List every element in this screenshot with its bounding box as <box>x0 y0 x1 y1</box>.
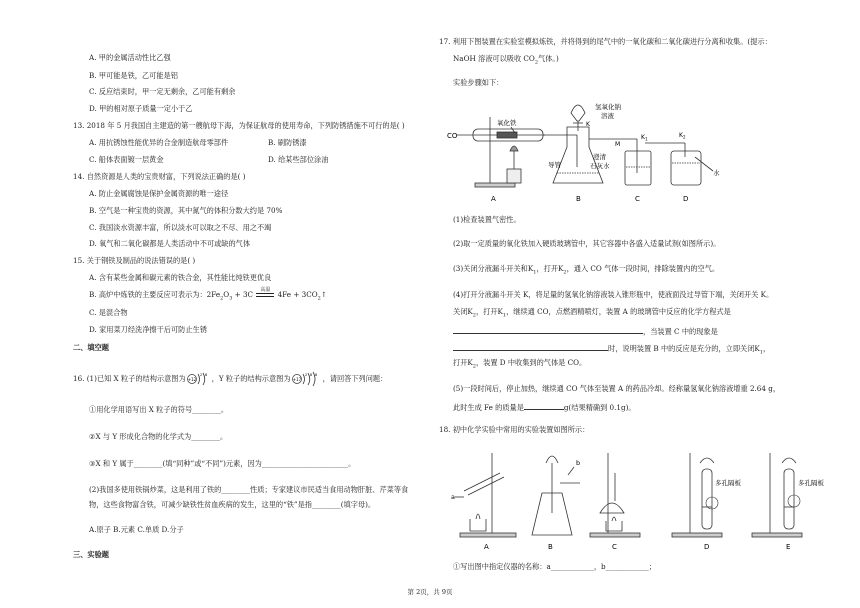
pointer-b <box>568 467 574 475</box>
stand-a-base <box>460 533 516 537</box>
q15-option-b <box>89 287 327 302</box>
label-porous-plate-d: 多孔隔板 <box>715 479 741 487</box>
label-c: C <box>612 543 617 551</box>
q15-b-prefix: B. 高炉中炼铁的主要反应可表示为：2Fe <box>89 290 221 299</box>
q17-step4-c: ，当装置 C 中的现象是 <box>643 327 718 336</box>
lamp-c <box>606 521 622 531</box>
q17-line1: 17. 利用下图装置在实验室模拟炼铁，并将得到的尾气中的一氧化碳和二氧化碳进行分离和收集。(提示： <box>439 37 772 46</box>
q17-step4-line4 <box>453 342 770 355</box>
burner-body <box>507 169 521 183</box>
q18-stem: 18. 初中化学实验中常用的实验装置如图所示： <box>439 425 590 434</box>
label-limewater-2: 石灰水 <box>590 162 610 170</box>
q17-step4-e2: ，装置 D 中收集到的气体是 CO。 <box>475 358 587 367</box>
q17-step4-line5 <box>453 359 586 369</box>
q16-choices: A.原子 B.元素 C.单质 D.分子 <box>89 525 184 534</box>
q17-step4-line3 <box>453 325 718 337</box>
answer-blank-phenomenon[interactable] <box>453 342 608 351</box>
thistle-top-b <box>546 456 558 463</box>
q12-option-c: C. 反应结束时，甲一定无剩余，乙可能有剩余 <box>89 87 236 96</box>
q17-step4-d: 时，说明装置 B 中的反应是充分的，立即关闭K <box>608 344 760 353</box>
q17-step3-c: ，通入 CO 气体一段时间，排除装置内的空气。 <box>566 264 720 273</box>
bottle-d <box>671 151 701 185</box>
label-limewater: 澄清 <box>593 153 606 161</box>
q12-option-d: D. 甲的相对原子质量一定小于乙 <box>89 104 193 113</box>
q17-step3-sub1: 1 <box>533 269 537 276</box>
label-m: M <box>615 141 621 148</box>
q17-step3-sub2: 2 <box>563 269 567 276</box>
q15-stem: 15. 关于钢铁及制品的说法错误的是( ) <box>73 256 196 265</box>
q17-steps-label: 实验步骤如下： <box>453 78 504 87</box>
q17-step4-d2: ， <box>762 344 771 353</box>
q16-pre: 16. (1)已知 X 粒子的结构示意图为 <box>73 374 186 383</box>
label-water: 水 <box>713 169 720 177</box>
separatory-funnel <box>571 105 585 121</box>
q13-stem: 13. 2018 年 5 月我国自主建造的第一艘航母下海，为保证航母的使用寿命，下列防锈措施不可行的是( ) <box>73 121 405 130</box>
page-footer: 第 2页，共 9页 <box>407 588 453 596</box>
bottle-c <box>625 151 651 185</box>
label-b: B <box>548 543 553 551</box>
q17-step4-sub-b: 2 <box>472 312 476 319</box>
q13-option-c: C. 船体表面镀一层黄金 <box>89 155 164 164</box>
q17-step4-b2: ，打开K <box>475 307 503 316</box>
y-shell-3-label: 8 <box>314 373 317 377</box>
x-nucleus-label: +12 <box>187 377 196 382</box>
q17-step3-a: (3)关闭分液漏斗开关和K <box>453 264 534 273</box>
label-k1: $K_1$ <box>641 134 648 142</box>
q15-option-a: A. 含有某些金属和碳元素的铁合金，其性能比纯铁更优良 <box>89 273 272 282</box>
q14-option-d: D. 氧气和二氧化碳都是人类活动中不可或缺的气体 <box>89 239 251 248</box>
stand-c-base <box>590 533 640 537</box>
q17-step1: (1)检查装置气密性。 <box>453 215 521 224</box>
q16-sub3: ③X 和 Y 属于________(填“同种”或“不同”)元素，因为________________________。 <box>89 459 356 468</box>
stand-a-base <box>475 183 515 187</box>
tube-e <box>784 469 794 529</box>
label-b: B <box>576 195 581 203</box>
tube-d <box>702 469 712 529</box>
condition-arrow <box>256 293 274 297</box>
iron-oxide-sample <box>497 132 517 138</box>
q17-hint-sub: 2 <box>534 59 539 66</box>
q17-step5-b2: g(结果精确到 0.1g)。 <box>563 403 636 412</box>
q15-b-product: 4Fe + 3CO <box>275 290 318 299</box>
label-naoh: 氢氧化钠 <box>595 103 621 111</box>
q15-b-mid: + 3C <box>232 290 256 299</box>
q17-step5-line2 <box>453 401 636 413</box>
label-c: C <box>635 195 640 203</box>
q16-sub2: ②X 与 Y 形成化合物的化学式为________。 <box>89 432 228 441</box>
q17-step4-line2 <box>453 308 731 318</box>
q17-step2: (2)取一定质量的氧化铁加入硬质玻璃管中，其它容器中各盛入适量试剂(如图所示)。 <box>453 239 721 248</box>
q12-option-b: B. 甲可能是铁，乙可能是铝 <box>89 71 178 80</box>
gas-arrow: ↑ <box>320 290 327 299</box>
q17-step4-line1: (4)打开分液漏斗开关 K，将足量的氢氧化钠溶液装入锥形瓶中，使液面没过导管下端，关闭开关 K。 <box>453 290 774 299</box>
q15-option-d: D. 家用菜刀经洗净擦干后可防止生锈 <box>89 325 207 334</box>
q14-option-b: B. 空气是一种宝贵的资源，其中氮气的体积分数大约是 70% <box>89 206 283 215</box>
y-atom-structure-diagram <box>291 371 323 387</box>
label-iron-oxide: 氧化铁 <box>497 119 517 127</box>
label-naoh-2: 溶液 <box>601 112 614 120</box>
q17-step5-b1: 此时生成 Fe 的质量是 <box>453 403 524 412</box>
lamp-a-flame <box>476 514 480 519</box>
q17-step4-b3: ，继续通 CO，点燃酒精喷灯，装置 A 的玻璃管中反应的化学方程式是 <box>506 307 731 316</box>
label-d: D <box>704 543 710 551</box>
label-e: E <box>786 543 791 551</box>
label-co: CO <box>447 132 458 140</box>
label-b-instrument: b <box>576 459 581 467</box>
q15-b-sub2: 3 <box>229 295 233 302</box>
q17-step4-sub-e: 2 <box>472 363 476 370</box>
label-k2: $K_2$ <box>679 132 686 140</box>
q15-option-c: C. 是混合物 <box>89 308 128 317</box>
label-a: A <box>484 543 489 551</box>
q16-post: ，请回答下列问题： <box>322 374 388 383</box>
flask-c <box>600 503 624 513</box>
q13-option-b: B. 刷防锈漆 <box>268 138 307 147</box>
section-fill-blank: 二、填空题 <box>73 343 109 352</box>
q14-option-c: C. 我国淡水资源丰富，所以淡水可以取之不尽、用之不竭 <box>89 223 272 232</box>
label-k: K <box>586 121 590 128</box>
x-shell-1-label: 2 <box>199 373 202 377</box>
smelting-apparatus-diagram <box>445 97 735 209</box>
y-shell-1-label: 2 <box>304 373 307 377</box>
q17-hint-a: NaOH 溶液可以吸收 CO <box>453 54 535 63</box>
q17-hint-b: 气体。) <box>538 54 559 63</box>
funnel-d <box>700 458 714 463</box>
q16-sub1: ①用化学用语写出 X 粒子的符号________。 <box>89 405 229 414</box>
label-tube: 导管 <box>548 161 561 169</box>
label-a-instrument: a <box>451 493 455 501</box>
q12-option-a: A. 甲的金属活动性比乙强 <box>89 53 171 62</box>
label-porous-plate-e: 多孔隔板 <box>798 479 824 487</box>
q17-step3 <box>453 265 719 275</box>
q13-option-d: D. 给某些部位涂油 <box>268 155 329 164</box>
stand-d-base <box>672 533 722 537</box>
q17-line2 <box>453 55 559 65</box>
x-shell-2-label: 8 <box>204 373 207 377</box>
q17-step4-e1: 打开K <box>453 358 473 367</box>
answer-blank-fe-mass[interactable] <box>524 401 564 410</box>
q13-option-a: A. 用抗锈蚀性能优异的合金制造航母零部件 <box>89 138 229 147</box>
condition-label: 高温 <box>260 287 271 293</box>
lab-apparatus-diagram <box>450 443 830 553</box>
y-nucleus-label: +17 <box>292 377 301 382</box>
funnel-e <box>782 458 796 463</box>
x-atom-structure-diagram <box>186 371 212 387</box>
q16-stem <box>73 371 387 387</box>
q15-b-sub1: 2 <box>220 295 224 302</box>
answer-blank-equation[interactable] <box>453 325 643 334</box>
q17-step3-b: ，打开K <box>536 264 564 273</box>
q17-step5-line1: (5)一段时间后，停止加热，继续通 CO 气体至装置 A 的药品冷却。经称量氢氧化钠溶液增重 2.64 g， <box>453 384 781 393</box>
q14-stem: 14. 自然资源是人类的宝贵财富，下列说法正确的是( ) <box>73 172 246 181</box>
stand-e-base <box>752 533 802 537</box>
q16-part2-line1: (2)我国多使用铁锅炒菜，这是利用了铁的________性质；专家建议市民适当食用动物肝脏、芹菜等食 <box>89 485 409 494</box>
reaction-condition <box>255 287 275 300</box>
lamp-c-flame <box>612 517 616 521</box>
q16-part2-line2: 物，这些食物富含铁，可减少缺铁性贫血疾病的发生，这里的“铁”是指________(填字母)。 <box>89 500 376 509</box>
y-shell-2-label: 8 <box>309 373 312 377</box>
q17-step4-sub-b2: 1 <box>502 312 507 319</box>
lamp-a <box>470 519 486 531</box>
burner-flame <box>510 146 518 151</box>
section-experiment: 三、实验题 <box>73 550 109 559</box>
q18-sub1: ①写出图中指定仪器的名称：a____________，b____________； <box>453 562 656 571</box>
q17-step4-b1: 关闭K <box>453 307 473 316</box>
label-a: A <box>491 195 496 203</box>
q15-b-sub3: 2 <box>317 295 321 302</box>
q15-b-o: O <box>223 290 230 299</box>
label-d: D <box>683 195 689 203</box>
q14-option-a: A. 防止金属腐蚀是保护金属资源的唯一途径 <box>89 189 229 198</box>
q17-step4-sub-d: 1 <box>759 349 763 356</box>
water-pointer <box>695 157 713 171</box>
q16-mid: ，Y 粒子的结构示意图为 <box>211 374 291 383</box>
